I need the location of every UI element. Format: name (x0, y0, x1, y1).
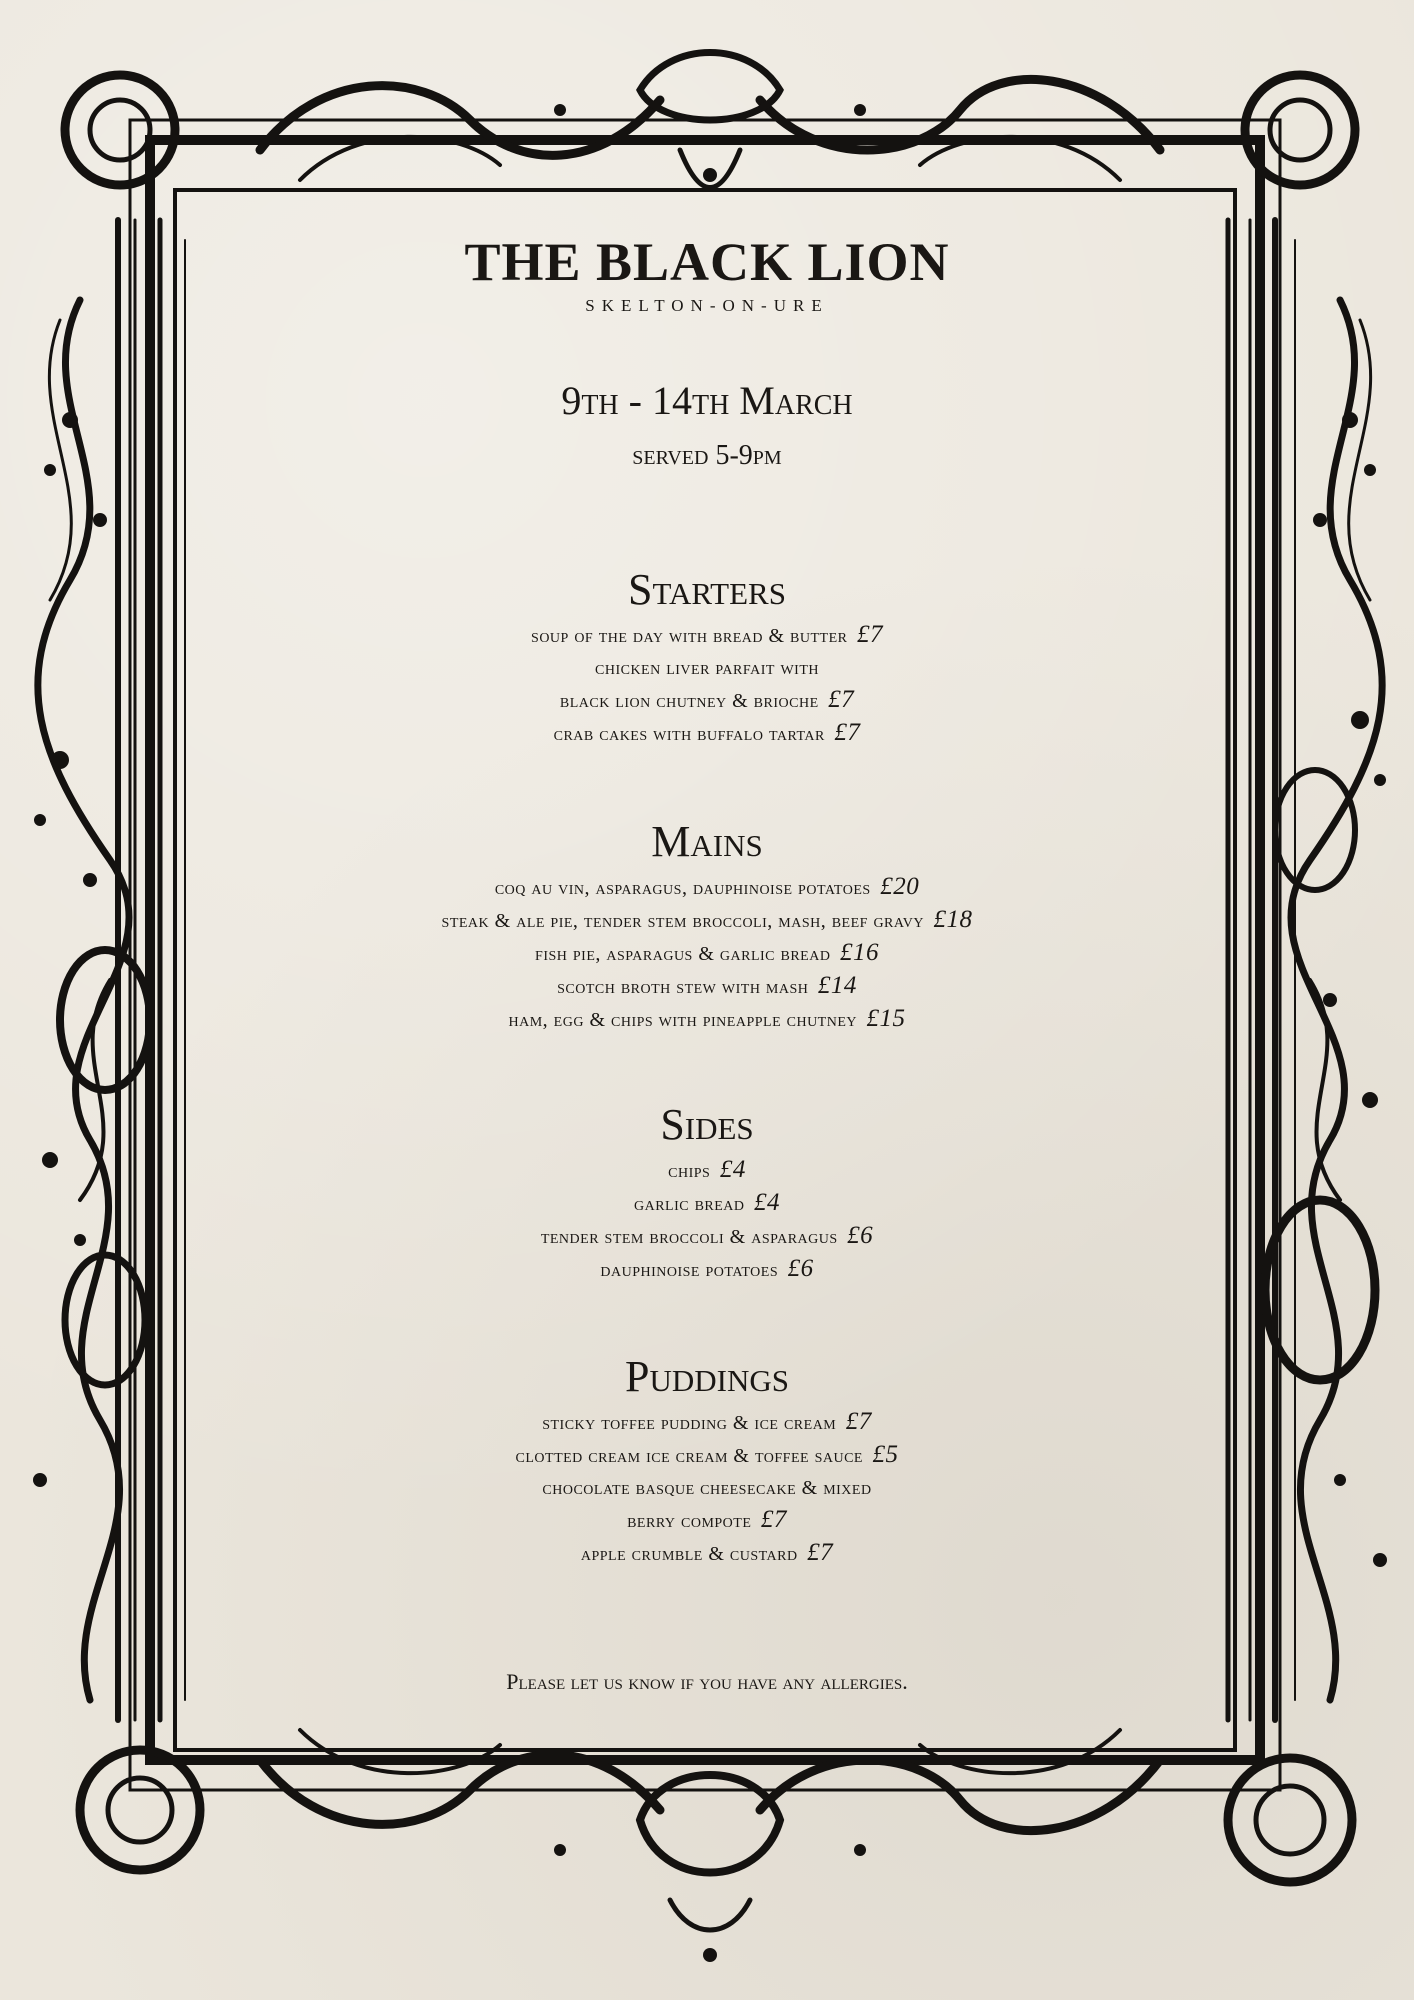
puddings-section (270, 1352, 1144, 1570)
menu-item-text: chips (668, 1160, 711, 1182)
menu-item-text: dauphinoise potatoes (600, 1259, 779, 1281)
menu-item (270, 871, 1144, 904)
menu-item (270, 1154, 1144, 1187)
menu-item-text: black lion chutney & brioche (559, 690, 819, 712)
sides-section (270, 1100, 1144, 1286)
starters-heading: Starters (628, 565, 786, 614)
mains-section (270, 817, 1144, 1036)
restaurant-location: SKELTON-ON-URE (585, 296, 829, 315)
starters-section (270, 565, 1144, 750)
menu-item-price: £4 (754, 1189, 781, 1216)
puddings-heading: Puddings (625, 1352, 789, 1401)
mains-heading: Mains (651, 817, 763, 866)
menu-item (270, 1472, 1144, 1504)
menu-item-text: apple crumble & custard (580, 1543, 798, 1565)
menu-item-price: £5 (872, 1441, 899, 1468)
menu-item (270, 717, 1144, 750)
menu-item-text: clotted cream ice cream & toffee sauce (515, 1445, 863, 1467)
menu-item-text: scotch broth stew with mash (557, 976, 809, 998)
menu-item (270, 1003, 1144, 1036)
menu-item (270, 619, 1144, 652)
menu-item-text: coq au vin, asparagus, dauphinoise potatoes (494, 877, 871, 899)
menu-item-text: soup of the day with bread & butter (531, 625, 848, 647)
menu-item-text: berry compote (627, 1510, 752, 1532)
menu-item (270, 970, 1144, 1003)
menu-item-text: chocolate basque cheesecake & mixed (542, 1477, 872, 1499)
menu-item-text: steak & ale pie, tender stem broccoli, mash, beef gravy (441, 910, 924, 932)
menu-item-price: £7 (828, 686, 855, 713)
menu-item (270, 1220, 1144, 1253)
menu-item (270, 1439, 1144, 1472)
menu-item-price: £18 (933, 906, 973, 933)
menu-content (270, 0, 1144, 2000)
menu-item-price: £14 (817, 972, 857, 999)
menu-item (270, 1537, 1144, 1570)
menu-item-text: chicken liver parfait with (595, 657, 819, 679)
menu-item-text: ham, egg & chips with pineapple chutney (508, 1009, 857, 1031)
menu-item (270, 652, 1144, 684)
menu-item (270, 937, 1144, 970)
menu-item-price: £20 (880, 873, 920, 900)
menu-item-price: £4 (719, 1156, 746, 1183)
menu-item (270, 684, 1144, 717)
menu-item-price: £7 (856, 621, 883, 648)
menu-item (270, 1253, 1144, 1286)
menu-dates: 9th - 14th March (561, 378, 853, 423)
menu-item-price: £7 (845, 1408, 872, 1435)
menu-item-text: fish pie, asparagus & garlic bread (535, 943, 831, 965)
restaurant-name: THE BLACK LION (464, 232, 950, 292)
menu-item-price: £6 (847, 1222, 874, 1249)
allergy-note: Please let us know if you have any allergies. (506, 1669, 908, 1694)
menu-item-price: £7 (834, 719, 861, 746)
menu-item (270, 1187, 1144, 1220)
menu-item-price: £7 (760, 1506, 787, 1533)
menu-item-price: £15 (866, 1005, 906, 1032)
starters-list (270, 619, 1144, 750)
menu-item (270, 1406, 1144, 1439)
puddings-list (270, 1406, 1144, 1570)
serving-times: served 5-9pm (632, 440, 782, 471)
mains-list (270, 871, 1144, 1036)
menu-item-text: crab cakes with buffalo tartar (553, 723, 825, 745)
menu-item (270, 904, 1144, 937)
menu-item-text: tender stem broccoli & asparagus (540, 1226, 838, 1248)
menu-item (270, 1504, 1144, 1537)
menu-item-text: garlic bread (633, 1193, 745, 1215)
sides-list (270, 1154, 1144, 1286)
sides-heading: Sides (660, 1100, 754, 1149)
menu-item-price: £16 (839, 939, 879, 966)
menu-item-price: £7 (807, 1539, 834, 1566)
menu-item-price: £6 (787, 1255, 814, 1282)
menu-item-text: sticky toffee pudding & ice cream (542, 1412, 837, 1434)
